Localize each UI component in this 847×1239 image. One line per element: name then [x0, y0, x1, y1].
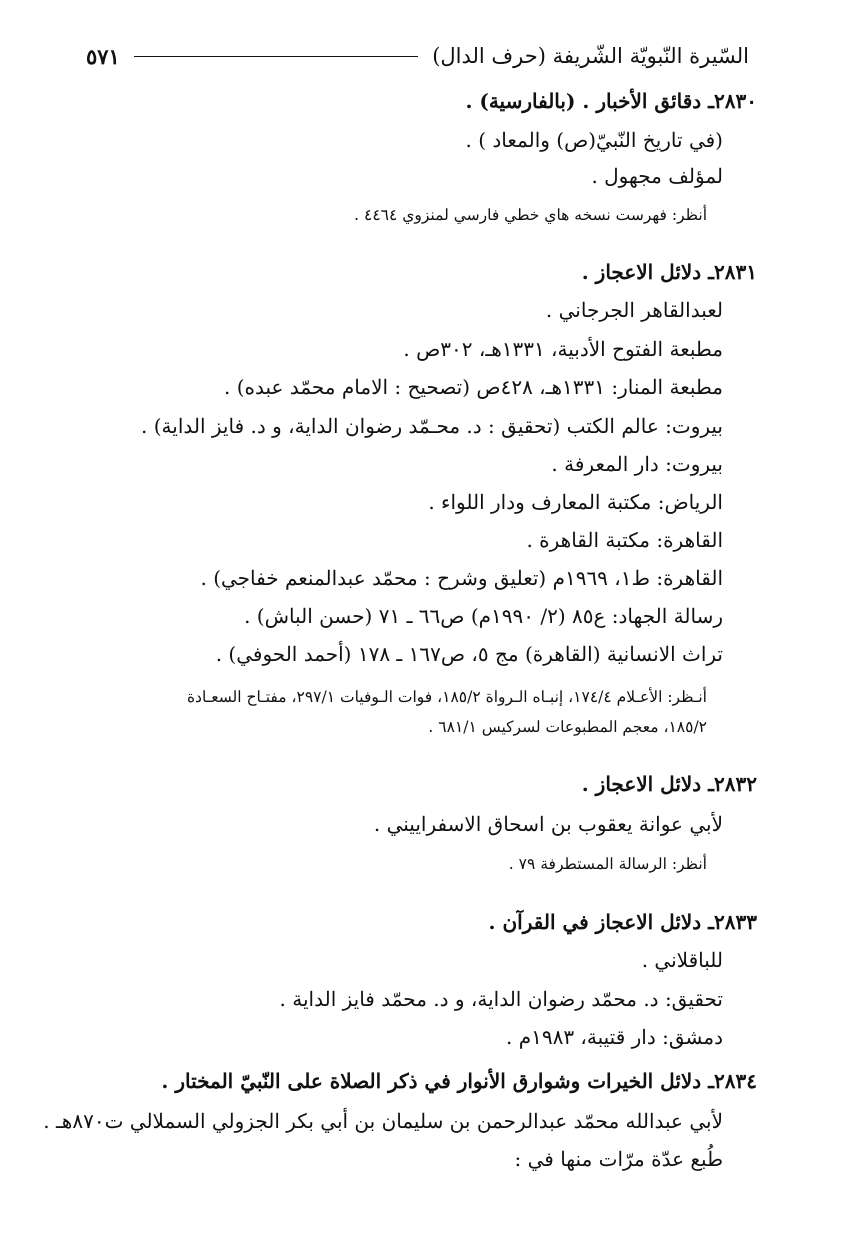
page-header [86, 36, 749, 76]
page-number: ٥٧١ [86, 43, 120, 69]
entry-2831-edition-4: بيروت: دار المعرفة . [551, 452, 723, 476]
entry-2831-edition-3: بيروت: عالم الكتب (تحقيق : د. محـمّد رضوان الداية، و د. فايز الداية) . [141, 414, 723, 438]
entry-2834-printings: طُبع عدّة مرّات منها في : [514, 1147, 723, 1171]
entry-2830-title: ٢٨٣٠ـ دقائق الأخبار . (بالفارسية) . [465, 89, 757, 113]
entry-2831-edition-7: القاهرة: ط١، ١٩٦٩م (تعليق وشرح : محمّد عبدالمنعم خفاجي) . [200, 566, 723, 590]
header-rule [134, 56, 418, 57]
entry-2831-reference-1: أنـظر: الأعـلام ١٧٤/٤، إنبـاه الـرواة ١٨٥/٢، فوات الـوفيات ٢٩٧/١، مفتـاح السعـادة [186, 688, 707, 706]
entry-2831-edition-1: مطبعة الفتوح الأدبية، ١٣٣١هـ، ٣٠٢ص . [403, 337, 723, 361]
entry-2833-title: ٢٨٣٣ـ دلائل الاعجاز في القرآن . [488, 910, 757, 934]
entry-2831-title: ٢٨٣١ـ دلائل الاعجاز . [581, 260, 757, 284]
entry-2832-title: ٢٨٣٢ـ دلائل الاعجاز . [581, 772, 757, 796]
entry-2831-journal-1: رسالة الجهاد: ع٨٥ (٢/ ١٩٩٠م) ص٦٦ ـ ٧١ (حسن الباش) . [244, 604, 723, 628]
entry-2833-edition: دمشق: دار قتيبة، ١٩٨٣م . [506, 1025, 723, 1049]
running-title: السّيرة النّبويّة الشّريفة (حرف الدال) [432, 44, 749, 68]
entry-2833-author: للباقلاني . [641, 948, 723, 972]
entry-2832-author: لأبي عوانة يعقوب بن اسحاق الاسفراييني . [373, 812, 723, 836]
entry-2832-reference: أنظر: الرسالة المستطرفة ٧٩ . [508, 855, 707, 873]
entry-2831-journal-2: تراث الانسانية (القاهرة) مج ٥، ص١٦٧ ـ ١٧٨ (أحمد الحوفي) . [215, 642, 723, 666]
entry-2831-edition-6: القاهرة: مكتبة القاهرة . [526, 528, 723, 552]
entry-2831-author: لعبدالقاهر الجرجاني . [545, 298, 723, 322]
entry-2831-edition-5: الرياض: مكتبة المعارف ودار اللواء . [428, 490, 723, 514]
entry-2831-edition-2: مطبعة المنار: ١٣٣١هـ، ٤٢٨ص (تصحيح : الامام محمّد عبده) . [224, 375, 723, 399]
entry-2834-title: ٢٨٣٤ـ دلائل الخيرات وشوارق الأنوار في ذكر الصلاة على النّبيّ المختار . [161, 1069, 757, 1093]
entry-2830-reference: أنظر: فهرست نسخه هاي خطي فارسي لمنزوي ٤٤٦٤ . [354, 206, 707, 224]
entry-2833-editors: تحقيق: د. محمّد رضوان الداية، و د. محمّد فايز الداية . [279, 987, 723, 1011]
entry-2830-author: لمؤلف مجهول . [591, 164, 723, 188]
entry-2834-author: لأبي عبدالله محمّد عبدالرحمن بن سليمان بن أبي بكر الجزولي السملالي ت٨٧٠هـ . [43, 1109, 723, 1133]
entry-2830-subtitle: (في تاريخ النّبيّ(ص) والمعاد ) . [465, 128, 723, 152]
entry-2831-reference-2: ١٨٥/٢، معجم المطبوعات لسركيس ٦٨١/١ . [428, 718, 707, 736]
